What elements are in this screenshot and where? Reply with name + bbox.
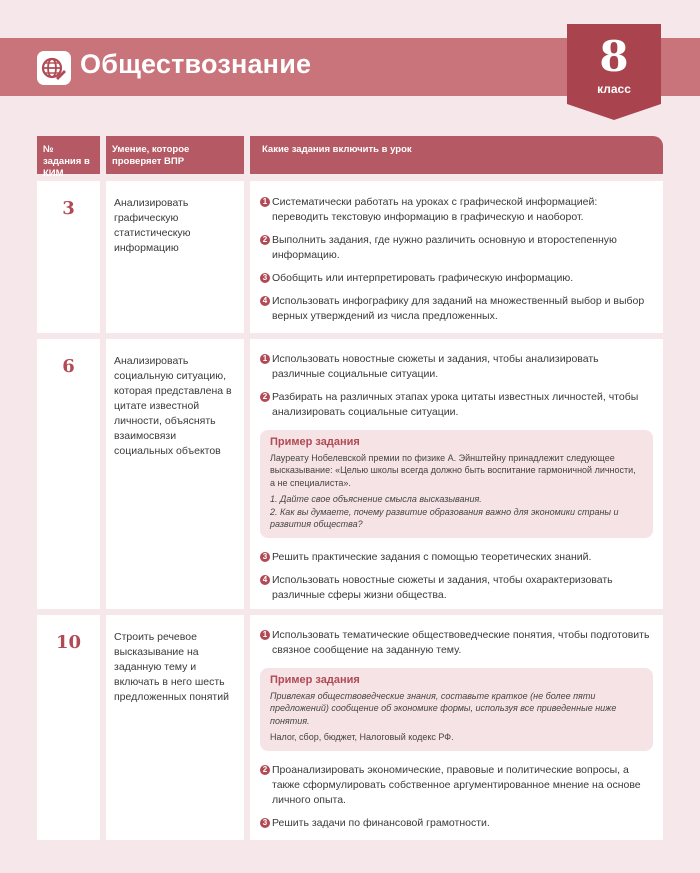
example-task-box (260, 668, 653, 751)
example-question-2: 2. Как вы думаете, почему развитие образования важно для экономики страны и развития общества? (270, 506, 619, 529)
column-header-task-number: № задания в КИМ (37, 136, 100, 174)
number-marker-4: 4 (260, 575, 270, 585)
skill-text: Анализировать социальную ситуацию, которая представлена в цитате известной личности, объяснять взаимосвязи социальных объектов (114, 355, 232, 457)
lesson-tasks-cell (250, 181, 663, 333)
number-marker-3: 3 (260, 552, 270, 562)
example-terms: Налог, сбор, бюджет, Налоговый кодекс РФ. (270, 732, 454, 742)
number-marker-1: 1 (260, 354, 270, 364)
skill-text: Анализировать графическую статистическую информацию (114, 197, 191, 254)
example-question-1: 1. Дайте свое объяснение смысла высказывания. (270, 494, 482, 504)
globe-pen-icon (41, 55, 67, 81)
number-marker-1: 1 (260, 630, 270, 640)
example-text: Привлекая обществоведческие знания, составьте краткое (не более пяти предложений) сообщение об экономике формы, используя все приведенные ниже понятия. (270, 690, 617, 726)
number-marker-2: 2 (260, 235, 270, 245)
list-item: 3 Решить практические задания с помощью теоретических знаний. (260, 550, 653, 565)
skill-cell (106, 181, 244, 333)
example-task-box (260, 430, 653, 538)
task-number: 10 (55, 632, 82, 653)
list-item: 2 Разбирать на различных этапах урока цитаты известных личностей, чтобы анализировать социальные ситуации. (260, 390, 653, 420)
task-number: 3 (62, 198, 75, 219)
subject-title: Обществознание (80, 49, 312, 79)
list-item: 4 Использовать новостные сюжеты и задания, чтобы охарактеризовать различные сферы жизни общества. (260, 573, 653, 603)
grade-label: класс (597, 82, 631, 96)
list-item: 3 Обобщить или интерпретировать графическую информацию. (260, 271, 653, 286)
number-marker-1: 1 (260, 197, 270, 207)
number-marker-2: 2 (260, 392, 270, 402)
number-marker-4: 4 (260, 296, 270, 306)
example-title: Пример задания (270, 674, 360, 686)
grade-number: 8 (599, 32, 629, 81)
example-title: Пример задания (270, 436, 360, 448)
list-item: 2 Выполнить задания, где нужно различить основную и второстепенную информацию. (260, 233, 653, 263)
task-number-cell (37, 181, 100, 333)
task-number: 6 (62, 356, 75, 377)
lesson-tasks-cell (250, 339, 663, 609)
skill-text: Строить речевое высказывание на заданную тему и включать в него шесть предложенных понятий (114, 631, 229, 703)
column-header-skill: Умение, которое проверяет ВПР (106, 136, 244, 174)
number-marker-3: 3 (260, 818, 270, 828)
example-text: Лауреату Нобелевской премии по физике А. Эйнштейну принадлежит следующее высказывание: «Целью школы всегда должно быть воспитание гармоничной личности, а не специалиста». (270, 452, 636, 488)
skill-cell (106, 615, 244, 840)
grade-tab (567, 24, 661, 120)
skill-cell (106, 339, 244, 609)
list-item: 4 Использовать инфографику для заданий на множественный выбор и выбор верных утверждений из числа предложенных. (260, 294, 653, 324)
lesson-tasks-cell (250, 615, 663, 840)
column-header-lesson-tasks: Какие задания включить в урок (250, 136, 663, 174)
number-marker-3: 3 (260, 273, 270, 283)
list-item: 3 Решить задачи по финансовой грамотности. (260, 816, 653, 831)
list-item: 1 Систематически работать на уроках с графической информацией: переводить текстовую информацию в графическую и наоборот. (260, 195, 653, 225)
task-number-cell (37, 339, 100, 609)
list-item: 1 Использовать тематические обществоведческие понятия, чтобы подготовить связное сообщение на заданную тему. (260, 628, 653, 658)
number-marker-2: 2 (260, 765, 270, 775)
subject-logo (37, 51, 71, 85)
list-item: 1 Использовать новостные сюжеты и задания, чтобы анализировать различные социальные ситуации. (260, 352, 653, 382)
task-number-cell (37, 615, 100, 840)
list-item: 2 Проанализировать экономические, правовые и политические вопросы, а также сформулировать собственное аргументированное мнение на основе личного опыта. (260, 763, 653, 808)
